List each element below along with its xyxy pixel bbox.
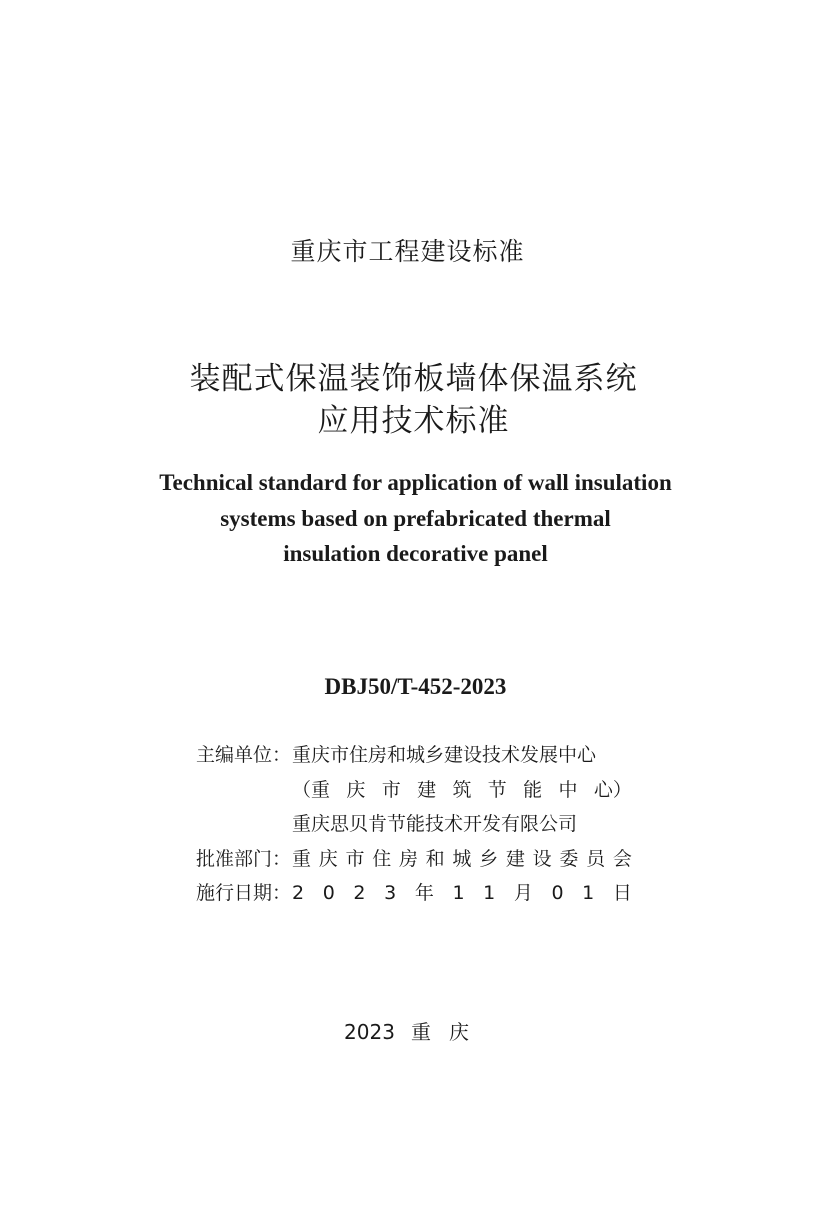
editor-line-2-char: 能 [523,778,543,801]
date-char: 0 [551,882,564,904]
date-char: 3 [384,882,397,904]
effective-date-row [196,876,632,911]
date-char: 日 [612,882,632,904]
approver-row [196,842,632,877]
title-en-line-3: insulation decorative panel [283,541,548,566]
approver-char: 设 [532,847,552,870]
editor-line-2-char: （重 [292,778,331,801]
editor-line-2-char: 建 [417,778,437,801]
date-char: 月 [513,882,533,904]
date-char: 2 [353,882,366,904]
approver-char: 和 [425,847,445,870]
approver-label: 批准部门： [196,847,292,870]
title-cn-line-1: 装配式保温装饰板墙体保温系统 [189,361,638,397]
effective-date-value [292,876,632,911]
approver-char: 城 [452,847,472,870]
title-en-line-1: Technical standard for application of wall insulation [159,470,672,495]
approver-char: 住 [372,847,392,870]
editor-line-2-char: 节 [487,778,507,801]
publication-info [196,738,632,911]
approver-char: 乡 [479,847,499,870]
date-char: 1 [452,882,465,904]
effective-date-label: 施行日期： [196,882,292,904]
editor-line-3: 重庆思贝肯节能技术开发有限公司 [292,813,578,835]
approver-char: 庆 [318,847,338,870]
standard-code: DBJ50/T-452-2023 [324,674,507,699]
date-char: 年 [414,882,434,904]
title-cn-line-2: 应用技术标准 [317,403,510,439]
editor-row-2 [196,773,632,808]
title-en-line-2: systems based on prefabricated thermal [220,506,611,531]
editor-row-3 [196,807,632,842]
imprint-year: 2023 [344,1020,395,1044]
approver-char: 市 [345,847,365,870]
date-char: 1 [483,882,496,904]
imprint-footer [8,1016,815,1045]
editor-row [196,738,632,773]
approver-char: 房 [398,847,418,870]
approver-char: 委 [559,847,579,870]
editor-line-2-char: 心） [593,778,632,801]
date-char: 1 [582,882,595,904]
approver-char: 建 [505,847,525,870]
editor-line-2-char: 庆 [346,778,366,801]
approver-char: 重 [292,847,312,870]
standard-series: 重庆市工程建设标准 [290,237,525,266]
editor-line-2-char: 市 [381,778,401,801]
approver-char: 会 [612,847,632,870]
editor-line-2-char: 筑 [452,778,472,801]
date-char: 2 [292,882,305,904]
editor-label: 主编单位： [196,744,292,766]
editor-line-2-char: 中 [558,778,578,801]
editor-line-1: 重庆市住房和城乡建设技术发展中心 [292,744,597,766]
approver-char: 员 [586,847,606,870]
editor-line-2 [292,773,632,808]
approver-value [292,842,632,877]
imprint-city: 重庆 [410,1020,487,1044]
date-char: 0 [322,882,335,904]
